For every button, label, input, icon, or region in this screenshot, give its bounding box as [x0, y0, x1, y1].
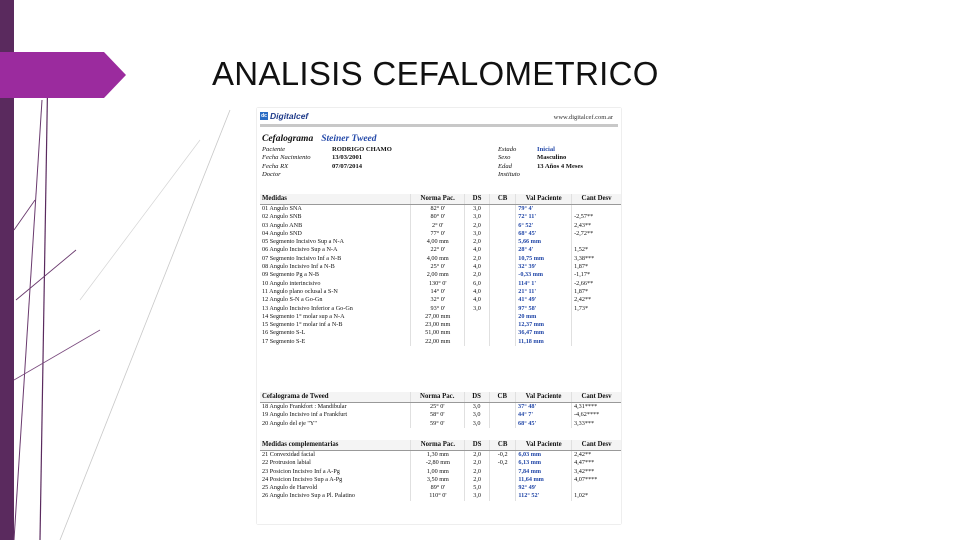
- cb-value: [489, 484, 515, 492]
- table-header-row: [260, 440, 621, 451]
- column-header: CB: [489, 194, 515, 205]
- patient-value: 12,37 mm: [516, 321, 572, 329]
- ds-value: 2,0: [465, 476, 490, 484]
- norma-value: 32° 0': [411, 296, 465, 304]
- cb-value: [489, 305, 515, 313]
- measure-name: 20 Angulo del eje "Y": [262, 419, 317, 427]
- measure-name: 22 Protrusion labial: [262, 459, 311, 467]
- deviation-value: [572, 321, 621, 329]
- cb-value: [489, 230, 515, 238]
- measure-name: 03 Angulo ANB: [262, 221, 303, 229]
- ds-value: [465, 338, 490, 346]
- heading-analysis-name: Steiner Tweed: [321, 134, 377, 144]
- norma-value: 2° 0': [411, 222, 465, 230]
- column-header: Val Paciente: [516, 194, 572, 205]
- ds-value: 2,0: [465, 271, 490, 279]
- cb-value: [489, 313, 515, 321]
- table-row: [260, 420, 621, 428]
- deviation-value: 4,07****: [572, 476, 621, 484]
- table-row: [260, 338, 621, 346]
- deviation-value: -2,72**: [572, 230, 621, 238]
- cb-value: [489, 222, 515, 230]
- patient-value: 114° 1': [516, 280, 572, 288]
- cephalometric-report: [257, 108, 621, 524]
- deviation-value: 4,47***: [572, 459, 621, 467]
- table-row: [260, 411, 621, 419]
- cb-value: [489, 329, 515, 337]
- deviation-value: -2,66**: [572, 280, 621, 288]
- ds-value: 2,0: [465, 468, 490, 476]
- ds-value: 2,0: [465, 255, 490, 263]
- deviation-value: 3,42***: [572, 468, 621, 476]
- norma-value: 22° 0': [411, 246, 465, 254]
- deviation-value: -2,57**: [572, 213, 621, 221]
- deviation-value: 1,52*: [572, 246, 621, 254]
- norma-value: 14° 0': [411, 288, 465, 296]
- cb-value: [489, 246, 515, 254]
- table-row: [260, 205, 621, 214]
- ds-value: 4,0: [465, 288, 490, 296]
- logo-text: Digitalcef: [270, 111, 309, 121]
- deviation-value: 1,87*: [572, 288, 621, 296]
- table-row: [260, 305, 621, 313]
- column-header: Norma Pac.: [411, 194, 465, 205]
- table-header-row: [260, 194, 621, 205]
- measure-name: 17 Segmento S-E: [262, 337, 306, 345]
- ds-value: 3,0: [464, 420, 489, 428]
- measure-name: 06 Angulo Incisivo Sup a N-A: [262, 246, 338, 254]
- accent-arrow-shape: [0, 52, 126, 98]
- table-row: [260, 213, 621, 221]
- cb-value: [489, 411, 516, 419]
- cb-value: [489, 476, 515, 484]
- column-header: Cant Desv: [571, 392, 621, 403]
- measure-name: 13 Angulo Incisivo Inferior a Go-Gn: [262, 304, 353, 312]
- deviation-value: 1,73*: [572, 305, 621, 313]
- patient-value: 32° 39': [516, 263, 572, 271]
- column-header: Cant Desv: [572, 194, 621, 205]
- norma-value: 23,00 mm: [411, 321, 465, 329]
- measure-name: 21 Convexidad facial: [262, 451, 315, 458]
- table-row: [260, 451, 621, 460]
- column-header: Val Paciente: [516, 392, 572, 403]
- deviation-value: [572, 313, 621, 321]
- patient-value: 68° 45': [516, 230, 572, 238]
- deviation-value: 2,42**: [572, 296, 621, 304]
- measure-name: 12 Angulo S-N a Go-Gn: [262, 296, 323, 304]
- measure-name: 11 Angulo plano oclusal a S-N: [262, 287, 338, 295]
- info-row: Instituto: [498, 170, 520, 178]
- patient-value: 10,75 mm: [516, 255, 572, 263]
- patient-value: 6,13 mm: [516, 459, 572, 467]
- cb-value: [489, 492, 515, 500]
- norma-value: 110° 0': [411, 492, 465, 500]
- ds-value: 4,0: [465, 263, 490, 271]
- info-row: Fecha Nacimiento 13/03/2001: [262, 154, 363, 162]
- measure-name: 01 Angulo SNA: [262, 205, 302, 212]
- table-row: [260, 313, 621, 321]
- deviation-value: [572, 205, 621, 214]
- ds-value: 2,0: [465, 222, 490, 230]
- measure-name: 02 Angulo SNB: [262, 213, 302, 221]
- measurement-table: [260, 194, 621, 346]
- cb-value: [489, 296, 515, 304]
- cb-value: [489, 213, 515, 221]
- table-row: [260, 222, 621, 230]
- measure-name: 05 Segmento Incisivo Sup a N-A: [262, 238, 344, 246]
- ds-value: 4,0: [465, 296, 490, 304]
- cb-value: [489, 321, 515, 329]
- measurement-table: [260, 440, 621, 501]
- column-header: Cant Desv: [572, 440, 621, 451]
- table-row: [260, 492, 621, 500]
- norma-value: 27,00 mm: [411, 313, 465, 321]
- deviation-value: 4,31****: [571, 403, 621, 412]
- measure-name: 04 Angulo SND: [262, 229, 302, 237]
- measure-name: 25 Angulo de Harvold: [262, 484, 318, 492]
- ds-value: 3,0: [465, 213, 490, 221]
- patient-info-right: [498, 146, 583, 179]
- measure-name: 10 Angulo interincisivo: [262, 279, 321, 287]
- column-header: Norma Pac.: [410, 392, 464, 403]
- patient-value: 11,18 mm: [516, 338, 572, 346]
- patient-info-left: [262, 146, 392, 179]
- norma-value: 130° 0': [411, 280, 465, 288]
- column-header: Val Paciente: [516, 440, 572, 451]
- deviation-value: 1,87*: [572, 263, 621, 271]
- ds-value: 3,0: [465, 205, 490, 214]
- report-url: www.digitalcef.com.ar: [553, 114, 613, 121]
- patient-value: 44° 7': [516, 411, 572, 419]
- column-header: DS: [465, 194, 490, 205]
- patient-value: 112° 52': [516, 492, 572, 500]
- measure-name: 23 Posicion Incisivo Inf a A-Pg: [262, 467, 340, 475]
- cb-value: [489, 420, 516, 428]
- cb-value: [489, 271, 515, 279]
- ds-value: [465, 329, 490, 337]
- info-row: Doctor: [262, 170, 281, 178]
- measure-name: 08 Angulo Incisivo Inf a N-B: [262, 263, 335, 271]
- deviation-value: 3,38***: [572, 255, 621, 263]
- column-header: Norma Pac.: [411, 440, 465, 451]
- table-row: [260, 280, 621, 288]
- measure-name: 26 Angulo Incisivo Sup a Pl. Palatino: [262, 492, 355, 500]
- patient-value: 37° 48': [516, 403, 572, 412]
- column-header: CB: [489, 440, 515, 451]
- patient-value: 6,03 mm: [516, 451, 572, 460]
- cb-value: [489, 338, 515, 346]
- digitalcef-logo: [260, 111, 308, 121]
- norma-value: 80° 0': [411, 213, 465, 221]
- ds-value: 3,0: [465, 492, 490, 500]
- column-header: DS: [464, 392, 489, 403]
- info-row: Fecha RX 07/07/2014: [262, 162, 363, 170]
- deviation-value: [572, 238, 621, 246]
- table-row: [260, 296, 621, 304]
- ds-value: 3,0: [465, 305, 490, 313]
- deviation-value: -1,17*: [572, 271, 621, 279]
- measurement-table: [260, 392, 621, 428]
- section-title: Medidas complementarias: [260, 440, 411, 451]
- table-row: [260, 468, 621, 476]
- norma-value: 89° 0': [411, 484, 465, 492]
- report-heading: [262, 134, 377, 144]
- ds-value: 2,0: [465, 238, 490, 246]
- patient-value: 5,66 mm: [516, 238, 572, 246]
- patient-value: 28° 4': [516, 246, 572, 254]
- table-row: [260, 403, 621, 412]
- norma-value: 4,00 mm: [411, 238, 465, 246]
- patient-value: 97° 58': [516, 305, 572, 313]
- norma-value: 93° 0': [411, 305, 465, 313]
- measure-name: 24 Posicion Incisivo Sup a A-Pg: [262, 475, 343, 483]
- cb-value: [489, 403, 516, 412]
- deviation-value: 2,43**: [572, 222, 621, 230]
- patient-value: 92° 49': [516, 484, 572, 492]
- measure-name: 14 Segmento 1° molar sup a N-A: [262, 312, 345, 320]
- table-row: [260, 263, 621, 271]
- ds-value: 3,0: [464, 411, 489, 419]
- deviation-value: -4,62****: [571, 411, 621, 419]
- patient-value: 21° 11': [516, 288, 572, 296]
- measure-name: 09 Segmento Pg a N-B: [262, 271, 320, 279]
- table-row: [260, 329, 621, 337]
- ds-value: 6,0: [465, 280, 490, 288]
- patient-value: -0,33 mm: [516, 271, 572, 279]
- ds-value: 3,0: [465, 230, 490, 238]
- info-row: Estado Inicial: [498, 146, 555, 153]
- norma-value: 22,00 mm: [411, 338, 465, 346]
- cb-value: [489, 280, 515, 288]
- norma-value: 2,00 mm: [411, 271, 465, 279]
- info-row: Paciente RODRIGO CHAMO: [262, 146, 392, 153]
- table-row: [260, 230, 621, 238]
- table-row: [260, 288, 621, 296]
- patient-value: 20 mm: [516, 313, 572, 321]
- column-header: CB: [489, 392, 516, 403]
- cb-value: [489, 288, 515, 296]
- ds-value: [465, 321, 490, 329]
- measure-name: 15 Segmento 1° molar inf a N-B: [262, 321, 343, 329]
- norma-value: 82° 0': [411, 205, 465, 214]
- cb-value: [489, 205, 515, 214]
- deviation-value: 3,33***: [571, 420, 621, 428]
- norma-value: 25° 0': [411, 263, 465, 271]
- patient-value: 68° 45': [516, 420, 572, 428]
- deviation-value: 1,02*: [572, 492, 621, 500]
- deviation-value: [572, 329, 621, 337]
- table-row: [260, 321, 621, 329]
- cb-value: -0,2: [489, 459, 515, 467]
- table-row: [260, 238, 621, 246]
- table-row: [260, 255, 621, 263]
- patient-value: 11,64 mm: [516, 476, 572, 484]
- norma-value: 25° 0': [410, 403, 464, 412]
- ds-value: [465, 313, 490, 321]
- patient-value: 6° 52': [516, 222, 572, 230]
- norma-value: 1,00 mm: [411, 468, 465, 476]
- table-row: [260, 246, 621, 254]
- ds-value: 5,0: [465, 484, 490, 492]
- section-title: Cefalograma de Tweed: [260, 392, 410, 403]
- patient-value: 72° 11': [516, 213, 572, 221]
- deviation-value: [572, 338, 621, 346]
- table-row: [260, 271, 621, 279]
- logo-icon: dc: [261, 113, 267, 119]
- cb-value: [489, 468, 515, 476]
- norma-value: 1,30 mm: [411, 451, 465, 460]
- norma-value: 51,00 mm: [411, 329, 465, 337]
- heading-text: Cefalograma: [262, 134, 314, 144]
- norma-value: 3,50 mm: [411, 476, 465, 484]
- ds-value: 2,0: [465, 451, 490, 460]
- slide-title: ANALISIS CEFALOMETRICO: [212, 55, 659, 92]
- norma-value: 77° 0': [411, 230, 465, 238]
- table-row: [260, 459, 621, 467]
- patient-value: 79° 4': [516, 205, 572, 214]
- measure-name: 07 Segmento Incisivo Inf a N-B: [262, 254, 342, 262]
- norma-value: 59° 0': [410, 420, 464, 428]
- column-header: DS: [465, 440, 490, 451]
- measure-name: 16 Segmento S-L: [262, 329, 306, 337]
- info-row: Sexo Masculino: [498, 154, 567, 162]
- table-row: [260, 476, 621, 484]
- header-divider: [260, 124, 618, 127]
- cb-value: -0,2: [489, 451, 515, 460]
- cb-value: [489, 263, 515, 271]
- patient-value: 36,47 mm: [516, 329, 572, 337]
- deviation-value: [572, 484, 621, 492]
- deviation-value: 2,42**: [572, 451, 621, 460]
- measure-name: 18 Angulo Frankfort : Mandibular: [262, 403, 347, 410]
- section-title: Medidas: [260, 194, 411, 205]
- patient-value: 41° 49': [516, 296, 572, 304]
- measure-name: 19 Angulo Incisivo inf a Frankfurt: [262, 411, 348, 419]
- norma-value: -2,80 mm: [411, 459, 465, 467]
- table-row: [260, 484, 621, 492]
- info-row: Edad 13 Años 4 Meses: [498, 162, 583, 170]
- norma-value: 58° 0': [410, 411, 464, 419]
- patient-value: 7,84 mm: [516, 468, 572, 476]
- ds-value: 4,0: [465, 246, 490, 254]
- norma-value: 4,00 mm: [411, 255, 465, 263]
- cb-value: [489, 255, 515, 263]
- ds-value: 3,0: [464, 403, 489, 412]
- ds-value: 2,0: [465, 459, 490, 467]
- table-header-row: [260, 392, 621, 403]
- cb-value: [489, 238, 515, 246]
